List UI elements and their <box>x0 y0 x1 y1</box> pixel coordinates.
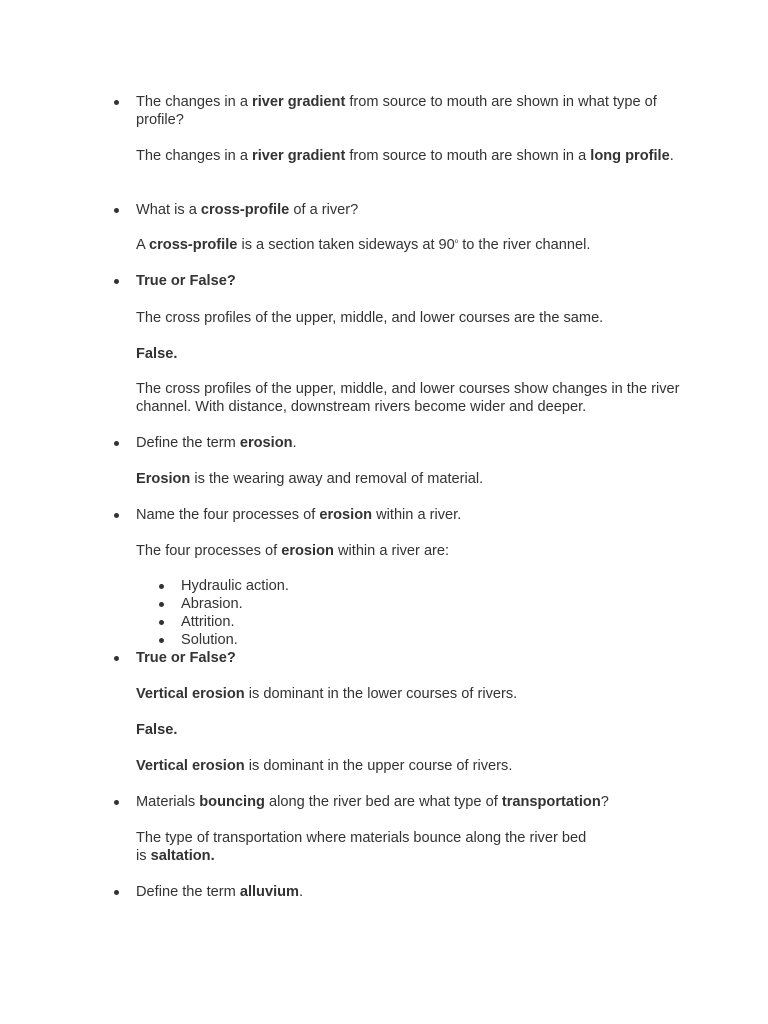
bullet-icon <box>114 100 119 105</box>
question-item: Name the four processes of erosion within a river. <box>136 506 696 524</box>
answer-text: The four processes of erosion within a river are: <box>136 543 450 559</box>
list-item: Solution. <box>181 631 238 649</box>
answer-text: The changes in a river gradient from source to mouth are shown in a long profile. <box>136 148 674 164</box>
answer-text: Erosion is the wearing away and removal of material. <box>136 471 484 487</box>
bullet-icon <box>159 602 164 607</box>
explanation-text: The cross profiles of the upper, middle, and lower courses show changes in the river channel. With distance, downstream rivers become wider and deeper. <box>136 381 680 415</box>
answer-text: A cross-profile is a section taken sideways at 90$^o$ to the river channel. <box>136 237 591 253</box>
question-item: What is a cross-profile of a river? <box>136 201 696 219</box>
bullet-icon <box>159 584 164 589</box>
bullet-icon <box>159 620 164 625</box>
question-item: Materials bouncing along the river bed are what type of transportation? <box>136 793 696 811</box>
bullet-icon <box>159 638 164 643</box>
statement-text: The cross profiles of the upper, middle, and lower courses are the same. <box>136 310 604 326</box>
bullet-icon <box>114 279 119 284</box>
question-item: Define the term alluvium. <box>136 883 696 901</box>
bullet-icon <box>114 800 119 805</box>
bullet-icon <box>114 656 119 661</box>
question-item: The changes in a river gradient from source to mouth are shown in what type of profile? <box>136 93 696 129</box>
question-item: True or False? <box>136 272 696 290</box>
list-item: Hydraulic action. <box>181 577 289 595</box>
bullet-icon <box>114 441 119 446</box>
list-item: Abrasion. <box>181 595 243 613</box>
bullet-icon <box>114 208 119 213</box>
statement-text: Vertical erosion is dominant in the lower courses of rivers. <box>136 686 518 702</box>
answer-text: The type of transportation where materials bounce along the river bed is saltation. <box>136 830 587 864</box>
answer-label: False. <box>136 722 178 738</box>
question-item: Define the term erosion. <box>136 434 696 452</box>
list-item: Attrition. <box>181 613 235 631</box>
explanation-text: Vertical erosion is dominant in the upper course of rivers. <box>136 758 513 774</box>
bullet-icon <box>114 513 119 518</box>
bullet-icon <box>114 890 119 895</box>
question-item: True or False? <box>136 649 696 667</box>
answer-label: False. <box>136 346 178 362</box>
